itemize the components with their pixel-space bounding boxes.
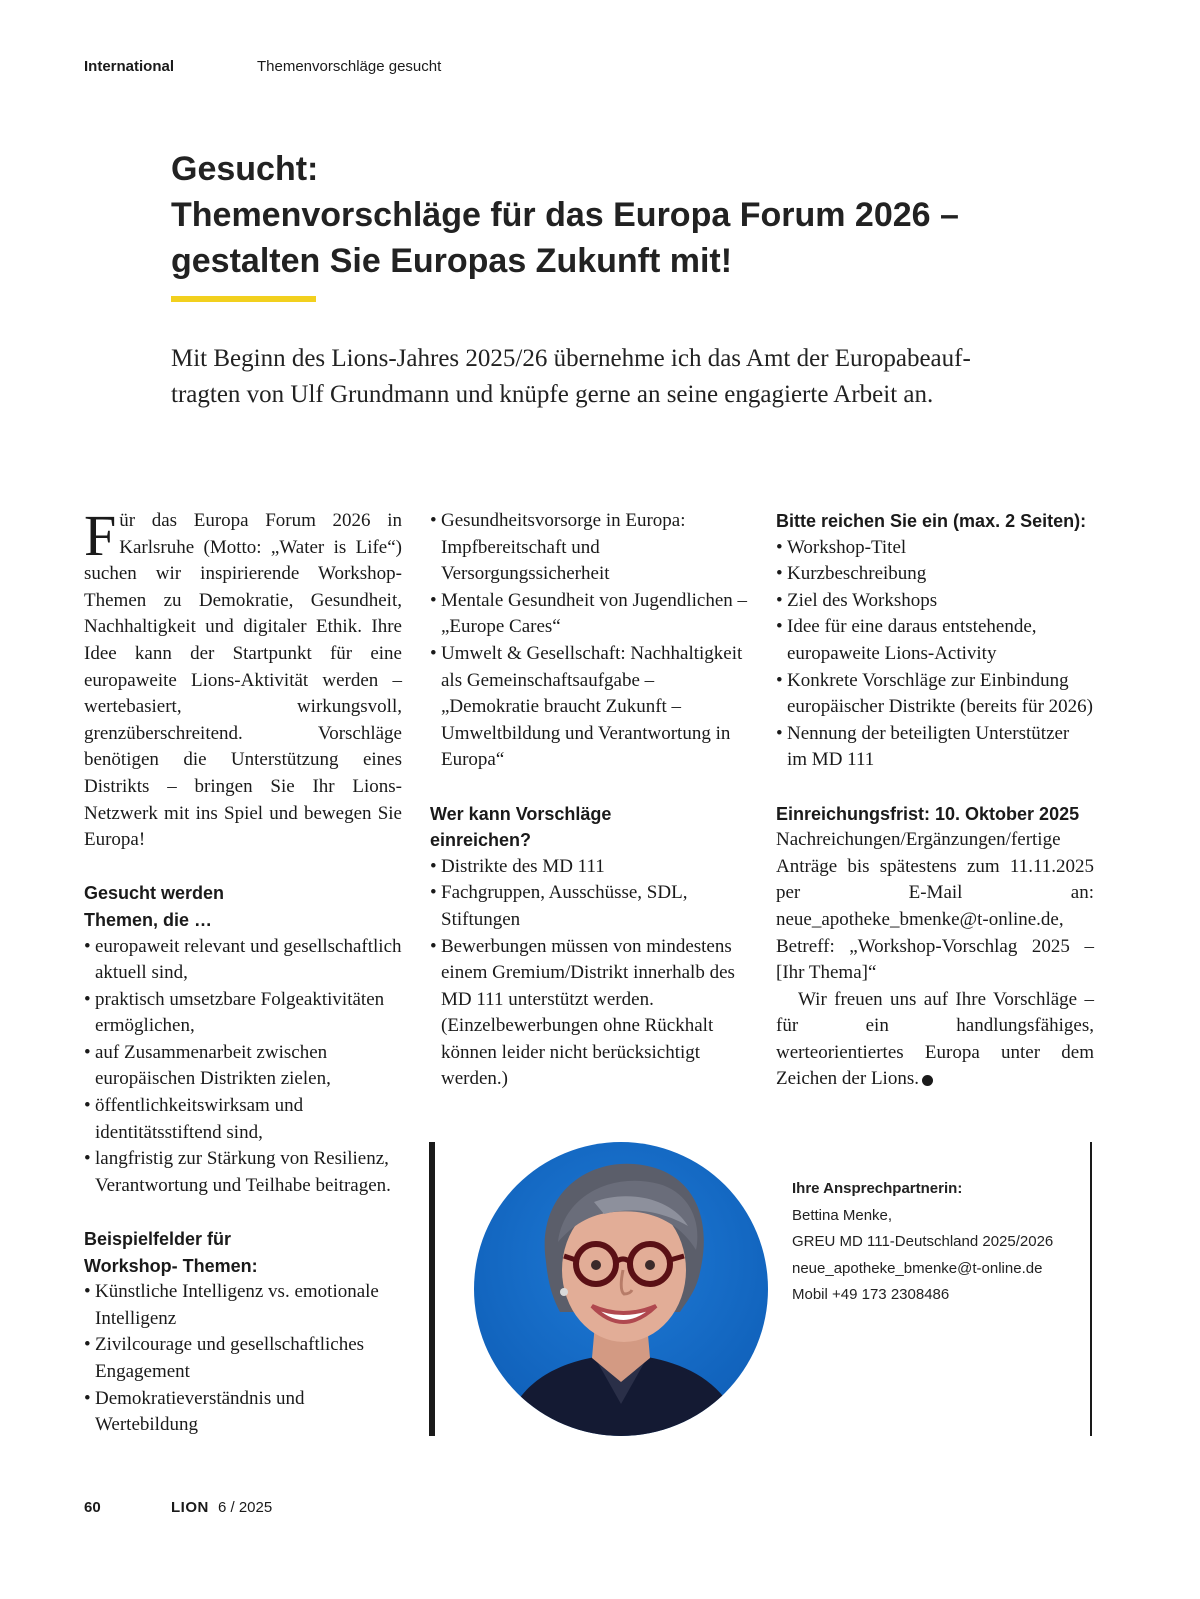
list-item: • Fachgruppen, Ausschüsse, SDL, Stiftungen bbox=[430, 880, 750, 933]
contact-label: Ihre Ansprechpartnerin: bbox=[792, 1180, 963, 1197]
lead-paragraph bbox=[171, 341, 1041, 413]
contact-role: GREU MD 111-Deutschland 2025/2026 bbox=[792, 1233, 1054, 1251]
list-item: • Kurzbeschreibung bbox=[776, 561, 1094, 588]
list-item: • Künstliche Intelligenz vs. emotionale Intelligenz bbox=[84, 1279, 402, 1332]
list-item: • Umwelt & Gesellschaft: Nachhaltigkeit als Gemeinschaftsaufgabe – „Demokratie braucht Zukunft – Umweltbildung und Verantwortung in Europa“ bbox=[430, 641, 750, 774]
list-item: • europaweit relevant und gesellschaftlich aktuell sind, bbox=[84, 934, 402, 987]
sought-heading-line-1: Gesucht werden bbox=[84, 883, 225, 904]
issue-number: 6 / 2025 bbox=[218, 1499, 273, 1516]
contact-phone: Mobil +49 173 2308486 bbox=[792, 1286, 950, 1304]
page-title bbox=[171, 146, 1091, 284]
list-item: • Workshop-Titel bbox=[776, 535, 1094, 562]
list-item: • Gesundheitsvorsorge in Europa: Impfbereitschaft und Versorgungssicherheit bbox=[430, 508, 750, 588]
examples-list bbox=[84, 1279, 402, 1439]
list-item: • Nennung der beteiligten Unterstützer im MD 111 bbox=[776, 721, 1094, 774]
submit-heading: Bitte reichen Sie ein (max. 2 Seiten): bbox=[776, 511, 1087, 531]
topic-label: Themenvorschläge gesucht bbox=[257, 58, 442, 75]
who-heading-line-2: einreichen? bbox=[430, 830, 532, 851]
examples-heading bbox=[84, 1226, 402, 1279]
list-item: • Zivilcourage und gesellschaftliches Engagement bbox=[84, 1332, 402, 1385]
list-item: • langfristig zur Stärkung von Resilienz, Verantwortung und Teilhabe beitragen. bbox=[84, 1146, 402, 1199]
who-heading bbox=[430, 801, 750, 854]
sought-list bbox=[84, 934, 402, 1200]
lead-line-2: tragten von Ulf Grundmann und knüpfe gerne an seine engagierte Arbeit an. bbox=[171, 381, 934, 408]
closing-paragraph bbox=[776, 987, 1094, 1093]
column-2 bbox=[430, 508, 750, 1093]
drop-cap: F bbox=[84, 503, 117, 568]
column-3 bbox=[776, 508, 1094, 1093]
list-item: • Ziel des Workshops bbox=[776, 588, 1094, 615]
closing-text: Wir freuen uns auf Ihre Vorschläge – für ein handlungsfähiges, werteorientiertes Europa unter dem Zeichen der Lions. bbox=[776, 988, 1094, 1090]
contact-name: Bettina Menke, bbox=[792, 1206, 893, 1224]
submit-list bbox=[776, 535, 1094, 774]
intro-paragraph bbox=[84, 503, 402, 854]
title-line-1: Gesucht: bbox=[171, 150, 319, 188]
list-item: • Konkrete Vorschläge zur Einbindung europäischer Distrikte (bereits für 2026) bbox=[776, 668, 1094, 721]
contact-box-right-bar bbox=[1090, 1142, 1092, 1436]
contact-info bbox=[792, 1176, 1053, 1309]
page-number: 60 bbox=[84, 1499, 101, 1516]
section-label: International bbox=[84, 58, 175, 75]
intro-text: ür das Europa Forum 2026 in Karlsruhe (Motto: „Water is Life“) suchen wir inspirierende Workshop-Themen zu Demokratie, Gesundheit, Nachhaltigkeit und digitaler Ethik. Ihre Idee kann der Startpunkt für eine europaweite Lions-Aktivität werden – wertebasiert, wirkungsvoll, grenzüberschreitend. Vorschläge benötigen die Unterstützung eines Distrikts – bringen Sie Ihr Lions-Netzwerk mit ins Spiel und bewegen Sie Europa! bbox=[84, 510, 402, 851]
sought-heading-line-2: Themen, die … bbox=[84, 909, 213, 930]
deadline-heading: Einreichungsfrist: 10. Oktober 2025 bbox=[776, 803, 1080, 824]
list-item: • praktisch umsetzbare Folgeaktivitäten ermöglichen, bbox=[84, 987, 402, 1040]
list-item: • öffentlichkeitswirksam und identitätsstiftend sind, bbox=[84, 1093, 402, 1146]
title-line-2: Themenvorschläge für das Europa Forum 2026 – bbox=[171, 196, 959, 234]
column-1 bbox=[84, 503, 402, 1439]
sought-heading bbox=[84, 880, 402, 933]
title-line-3: gestalten Sie Europas Zukunft mit! bbox=[171, 242, 733, 280]
examples-heading-line-2: Workshop- Themen: bbox=[84, 1255, 258, 1276]
magazine-name: LION bbox=[171, 1499, 209, 1516]
accent-rule bbox=[171, 296, 316, 302]
list-item: • Distrikte des MD 111 bbox=[430, 854, 750, 881]
examples-heading-line-1: Beispielfelder für bbox=[84, 1229, 232, 1250]
lions-end-mark-icon: L bbox=[922, 1075, 933, 1086]
list-item: • Mentale Gesundheit von Jugendlichen – „Europe Cares“ bbox=[430, 588, 750, 641]
list-item: • auf Zusammenarbeit zwischen europäischen Distrikten zielen, bbox=[84, 1040, 402, 1093]
list-item: • Bewerbungen müssen von mindestens einem Gremium/Distrikt innerhalb des MD 111 unterstützt werden. (Einzelbewerbungen ohne Rückhalt können leider nicht berücksichtigt werden.) bbox=[430, 934, 750, 1094]
deadline-text: Nachreichungen/Ergänzungen/fertige Anträge bis spätestens zum 11.11.2025 per E-Mail an: neue_apotheke_bmenke@t-online.de, Betreff: „Workshop-Vorschlag 2025 – [Ihr Thema]“ bbox=[776, 829, 1094, 984]
contact-box-left-bar bbox=[429, 1142, 435, 1436]
list-item: • Idee für eine daraus entstehende, europaweite Lions-Activity bbox=[776, 614, 1094, 667]
contact-portrait bbox=[474, 1142, 768, 1436]
topics-list bbox=[430, 508, 750, 774]
who-heading-line-1: Wer kann Vorschläge bbox=[430, 803, 612, 824]
list-item: • Demokratieverständnis und Wertebildung bbox=[84, 1386, 402, 1439]
who-list bbox=[430, 854, 750, 1093]
contact-email: neue_apotheke_bmenke@t-online.de bbox=[792, 1259, 1043, 1277]
lead-line-1: Mit Beginn des Lions-Jahres 2025/26 übernehme ich das Amt der Europabeauf- bbox=[171, 345, 971, 372]
